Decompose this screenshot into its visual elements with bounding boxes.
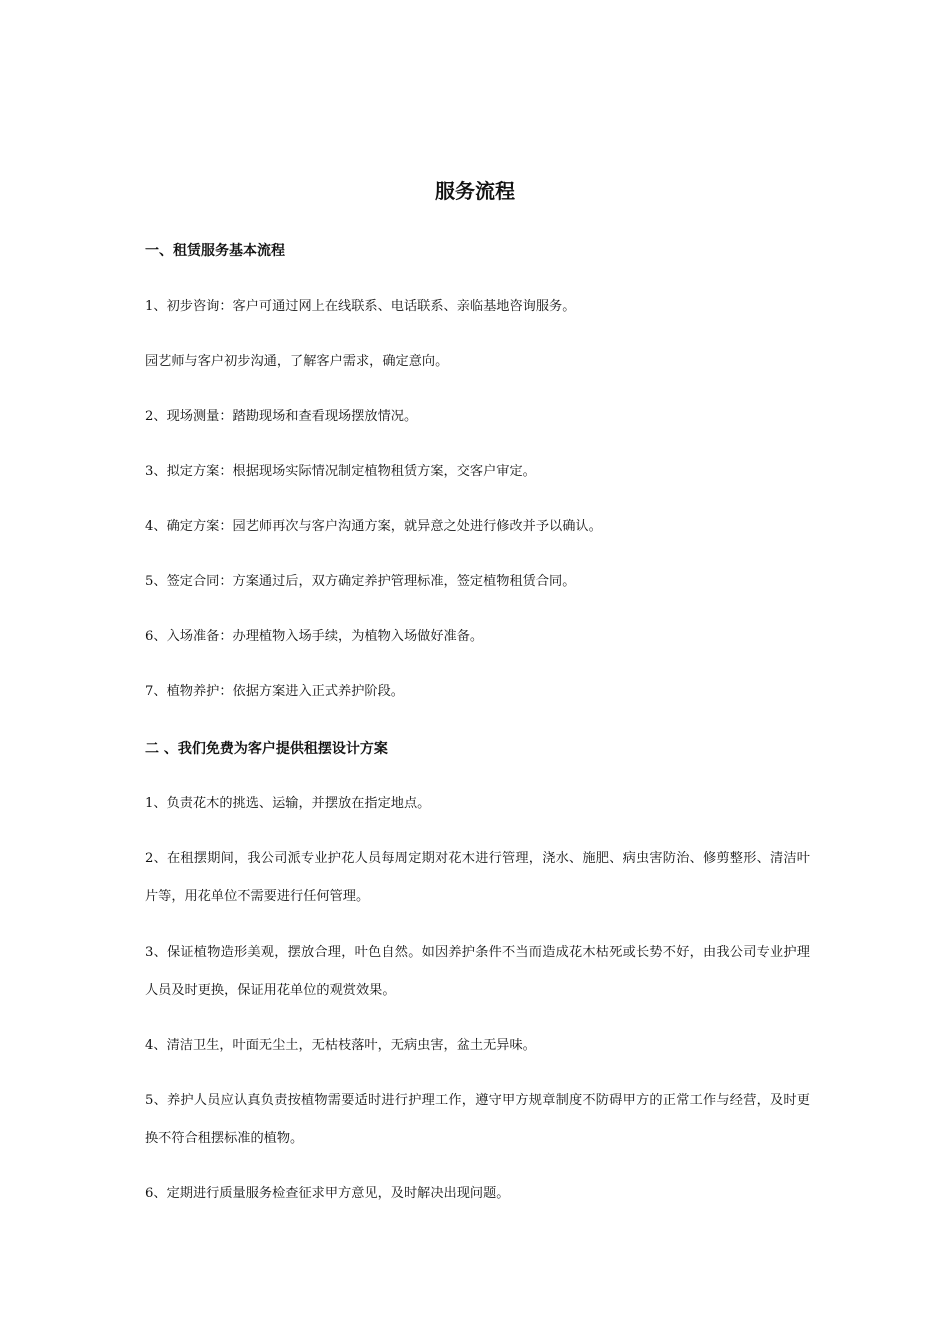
- section-1-item-1: 1、初步咨询：客户可通过网上在线联系、电话联系、亲临基地咨询服务。: [145, 299, 576, 314]
- section-2-item-3: 3、保证植物造形美观，摆放合理，叶色自然。如因养护条件不当而造成花木枯死或长势不好，由我公司专业护理人员及时更换，保证用花单位的观赏效果。: [145, 945, 810, 998]
- section-2-item-6: 6、定期进行质量服务检查征求甲方意见，及时解决出现问题。: [145, 1186, 510, 1201]
- section-1-item-3: 3、拟定方案：根据现场实际情况制定植物租赁方案，交客户审定。: [145, 464, 536, 479]
- section-1-item-4: 4、确定方案：园艺师再次与客户沟通方案，就异意之处进行修改并予以确认。: [145, 519, 602, 534]
- section-1-item-7: 7、植物养护：依据方案进入正式养护阶段。: [145, 684, 404, 699]
- page-title: 服务流程: [435, 179, 515, 203]
- section-1-item-2: 2、现场测量：踏勘现场和查看现场摆放情况。: [145, 409, 418, 424]
- section-1-item-1-note: 园艺师与客户初步沟通，了解客户需求，确定意向。: [145, 354, 449, 369]
- section-2-item-4: 4、清洁卫生，叶面无尘土，无枯枝落叶，无病虫害，盆土无异味。: [145, 1038, 536, 1053]
- section-2-heading: 二 、我们免费为客户提供租摆设计方案: [145, 741, 388, 757]
- section-1-item-5: 5、签定合同：方案通过后，双方确定养护管理标准，签定植物租赁合同。: [145, 574, 576, 589]
- section-2-item-1: 1、负责花木的挑选、运输，并摆放在指定地点。: [145, 796, 431, 811]
- section-2-item-2: 2、在租摆期间，我公司派专业护花人员每周定期对花木进行管理，浇水、施肥、病虫害防治、修剪整形、清洁叶片等，用花单位不需要进行任何管理。: [145, 851, 810, 904]
- section-1-item-6: 6、入场准备：办理植物入场手续，为植物入场做好准备。: [145, 629, 484, 644]
- section-1-heading: 一、租赁服务基本流程: [145, 243, 285, 259]
- section-2-item-5: 5、养护人员应认真负责按植物需要适时进行护理工作，遵守甲方规章制度不防碍甲方的正常工作与经营，及时更换不符合租摆标准的植物。: [145, 1093, 810, 1146]
